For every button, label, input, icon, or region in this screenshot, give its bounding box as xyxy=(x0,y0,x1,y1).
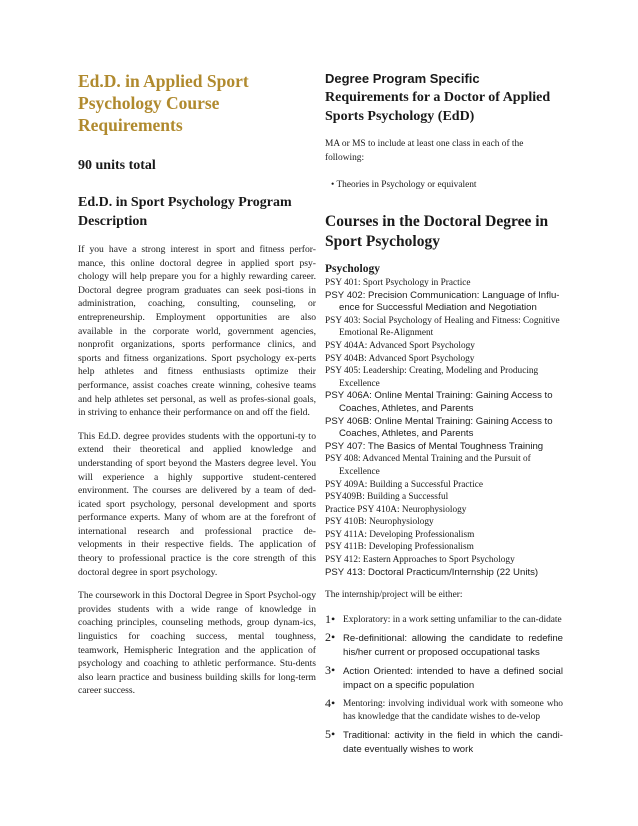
specific-requirements-heading-line2: Requirements for a Doctor of Applied Sports Psychology (EdD) xyxy=(325,90,551,124)
course-item: PSY 402: Precision Communication: Language of Influ-ence for Successful Mediation and Negotiation xyxy=(325,289,560,314)
course-requirements-title: Ed.D. in Applied Sport Psychology Course Requirements xyxy=(78,71,249,135)
course-item: PSY 406A: Online Mental Training: Gaining Access to Coaches, Athletes, and Parents xyxy=(325,390,553,414)
internship-option xyxy=(325,665,563,693)
option-text: Re-definitional: allowing the candidate to redefine his/her current or proposed occupational tasks xyxy=(343,633,563,659)
course-item: PSY 403: Social Psychology of Healing and Fitness: Cognitive Emotional Re-Alignment xyxy=(325,315,560,339)
right-column xyxy=(325,70,563,762)
course-item: PSY 401: Sport Psychology in Practice xyxy=(325,278,471,288)
internship-intro: The internship/project will be either: xyxy=(325,590,463,601)
course-list xyxy=(325,277,563,579)
course-item: PSY 404B: Advanced Sport Psychology xyxy=(325,353,475,364)
option-text: Action Oriented: intended to have a defined social impact on a specific population xyxy=(343,666,563,692)
course-item: PSY 410B: Neurophysiology xyxy=(325,517,434,528)
left-column xyxy=(78,70,316,708)
description-paragraph-2: This Ed.D. degree provides students with the opportuni-ty to extend their theoretical and applied knowledge and understanding of sport beyond the Masters degree level. You will experience a highly supportive student-centered environment. The courses are delivered by a team of ded-icated sport psychology, personal development and sports performance experts. Many of whom are at the forefront of international research and professional practice de-velopments in their respective fields. The application of theory to professional practice is the core strength of this doctoral degree in sport psychology. xyxy=(78,430,316,578)
program-description-heading: Ed.D. in Sport Psychology Program Description xyxy=(78,195,292,229)
course-item: Practice PSY 410A: Neurophysiology xyxy=(325,504,467,515)
course-item: PSY 413: Doctoral Practicum/Internship (22 Units) xyxy=(325,566,539,578)
internship-option xyxy=(325,632,563,660)
prerequisite-intro: MA or MS to include at least one class in each of the following: xyxy=(325,139,524,163)
course-item: PSY 406B: Online Mental Training: Gaining Access to Coaches, Athletes, and Parents xyxy=(325,415,553,440)
psychology-heading: Psychology xyxy=(325,263,380,275)
course-item: PSY 412: Eastern Approaches to Sport Psychology xyxy=(325,555,515,566)
course-item: PSY 404A: Advanced Sport Psychology xyxy=(325,340,475,351)
units-total: 90 units total xyxy=(78,158,156,173)
internship-option xyxy=(325,698,563,724)
internship-options xyxy=(325,614,563,757)
prerequisite-bullet: • Theories in Psychology or equivalent xyxy=(331,180,477,190)
internship-option xyxy=(325,729,563,757)
option-number: 4• xyxy=(325,696,336,711)
course-item: PSY 411B: Developing Professionalism xyxy=(325,542,474,553)
description-paragraph-3: The coursework in this Doctoral Degree in Sport Psychol-ogy provides students with a wide range of knowledge in coaching principles, counseling methods, group dynam-ics, linguistics for coaching success, mental toughness, teamwork, Hemispheric Integration and the application of psychology and coaching to athletic performance. Stu-dents also learn practice and business building skills for long-term career success. xyxy=(78,590,316,697)
specific-requirements-heading-line1: Degree Program Specific xyxy=(325,71,480,86)
option-text: Mentoring: involving individual work with someone who has knowledge that the candidate wishes to de-velop xyxy=(343,699,563,723)
course-item: PSY 409A: Building a Successful Practice xyxy=(325,479,483,490)
courses-heading: Courses in the Doctoral Degree in Sport Psychology xyxy=(325,213,549,250)
option-number: 1• xyxy=(325,612,336,627)
course-item: PSY 408: Advanced Mental Training and the Pursuit of Excellence xyxy=(325,454,531,477)
option-number: 2• xyxy=(325,630,336,645)
course-item: PSY409B: Building a Successful xyxy=(325,492,449,503)
course-item: PSY 407: The Basics of Mental Toughness Training xyxy=(325,440,544,452)
option-number: 3• xyxy=(325,663,336,678)
course-item: PSY 405: Leadership: Creating, Modeling and Producing Excellence xyxy=(325,366,539,389)
option-number: 5• xyxy=(325,727,336,742)
description-paragraph-1: If you have a strong interest in sport and fitness perfor-mance, this online doctoral degree in applied sport psy-chology will help prepare you for a highly rewarding career. Doctoral degree program graduates can seek posi-tions in administration, coaching, consulting, counseling, or entrepreneurship. Employment opportunities are also available in the corporate world, government agencies, nonprofit organizations, sports performance clinics, and sports and fitness organizations. Sport psychology ex-perts help athletes and fitness enthusiasts optimize their performance, assist coaches create winning, cohesive teams and help athletes set personal, as well as profes-sional goals, in striving to enhance their performance on and off the field. xyxy=(78,244,316,419)
internship-option xyxy=(325,614,563,627)
option-text: Traditional: activity in the field in which the candi-date eventually wishes to work xyxy=(343,730,563,756)
option-text: Exploratory: in a work setting unfamiliar to the can-didate xyxy=(343,615,562,626)
course-item: PSY 411A: Developing Professionalism xyxy=(325,529,475,540)
